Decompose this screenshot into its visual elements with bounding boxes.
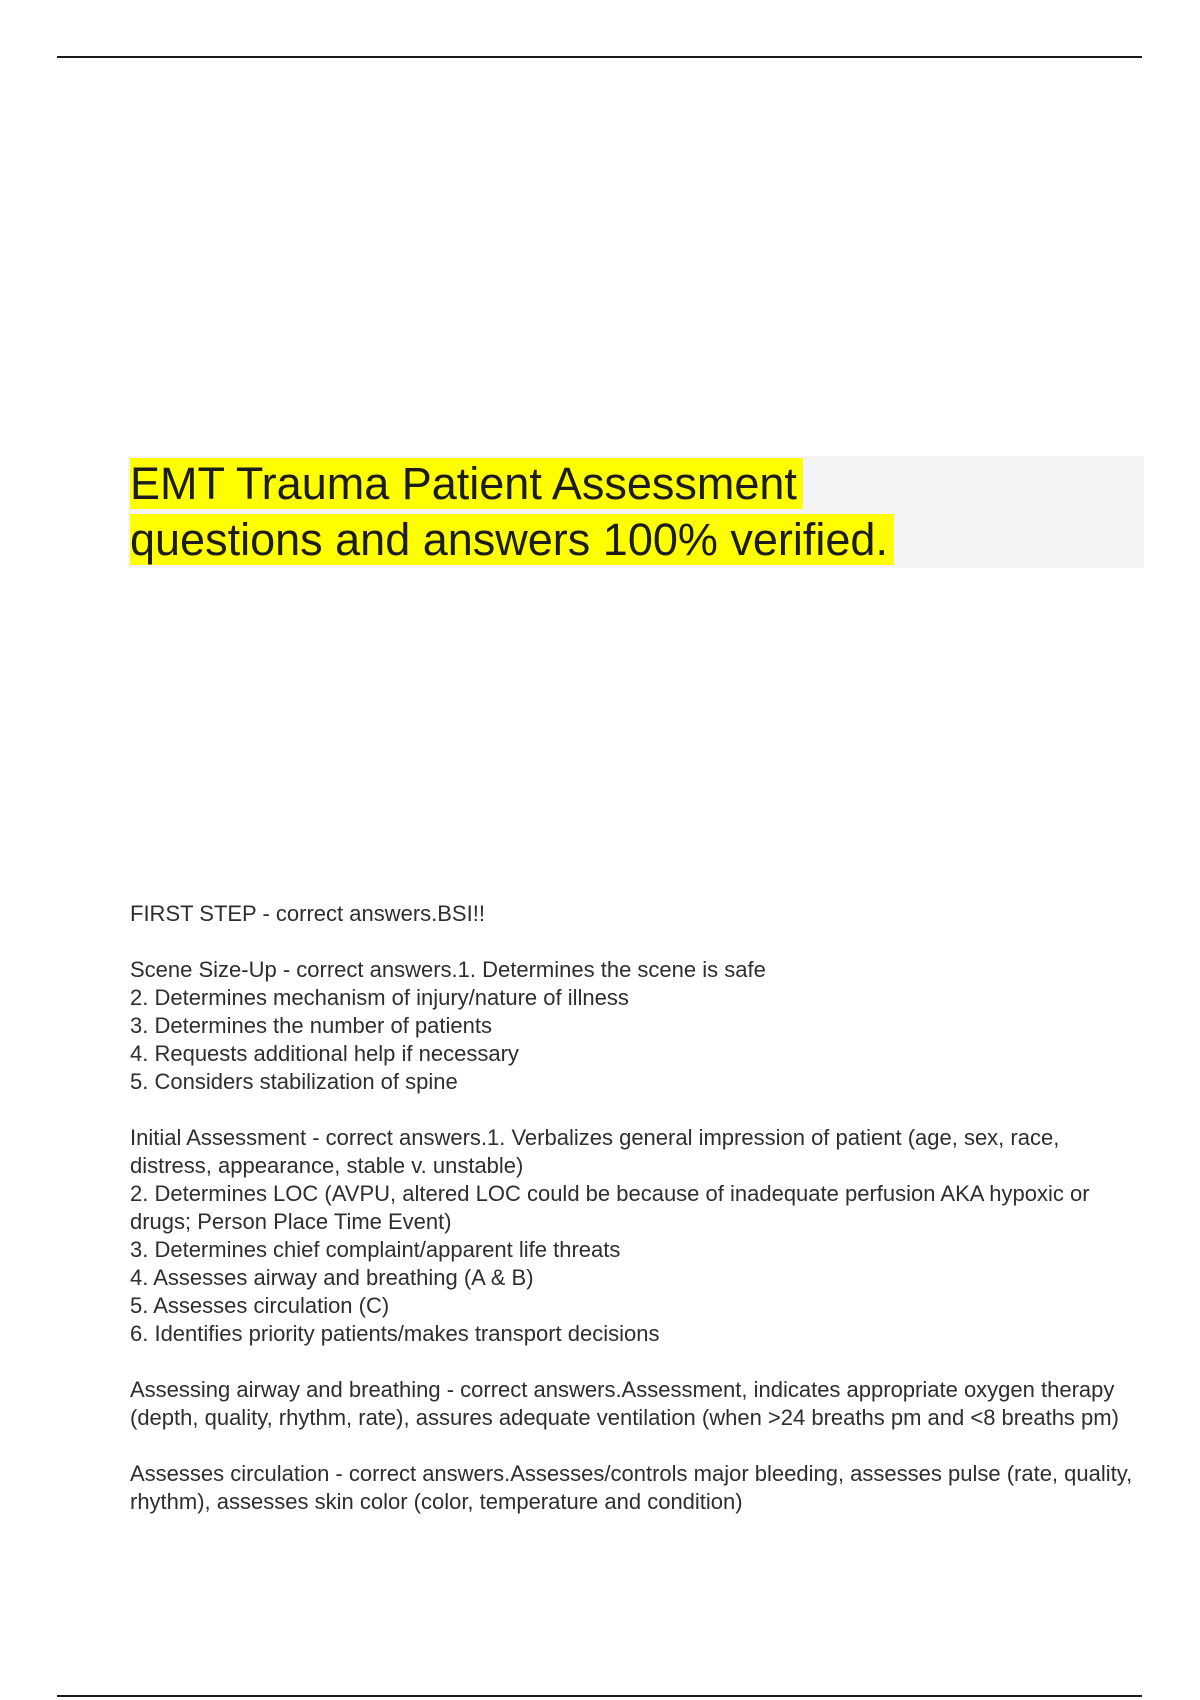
document-title (130, 456, 1000, 568)
entry-line: 2. Determines mechanism of injury/nature of illness (130, 985, 629, 1010)
top-rule (57, 56, 1142, 58)
entry-line: 5. Considers stabilization of spine (130, 1069, 458, 1094)
qa-entry-scene-size-up (130, 956, 1140, 1096)
entry-line: 4. Assesses airway and breathing (A & B) (130, 1265, 534, 1290)
entry-line: 2. Determines LOC (AVPU, altered LOC could be because of inadequate perfusion AKA hypoxic or drugs; Person Place Time Event) (130, 1181, 1090, 1234)
entry-line: 6. Identifies priority patients/makes transport decisions (130, 1321, 660, 1346)
entry-line: Scene Size-Up - correct answers.1. Determines the scene is safe (130, 957, 766, 982)
entry-line: Assesses circulation - correct answers.Assesses/controls major bleeding, assesses pulse (rate, quality, rhythm), assesses skin color (color, temperature and condition) (130, 1461, 1133, 1514)
qa-entry-initial-assessment (130, 1124, 1140, 1348)
entry-line: Initial Assessment - correct answers.1. Verbalizes general impression of patient (age, sex, race, distress, appearance, stable v. unstable) (130, 1125, 1060, 1178)
title-line-2: questions and answers 100% verified. (130, 514, 894, 565)
entry-line: FIRST STEP - correct answers.BSI!! (130, 901, 485, 926)
qa-entry-airway-breathing (130, 1376, 1140, 1432)
entry-line: 3. Determines the number of patients (130, 1013, 492, 1038)
bottom-rule (57, 1695, 1142, 1697)
entry-line: 3. Determines chief complaint/apparent life threats (130, 1237, 621, 1262)
entry-line: Assessing airway and breathing - correct answers.Assessment, indicates appropriate oxygen therapy (depth, quality, rhythm, rate), assures adequate ventilation (when >24 breaths pm and <8 breaths pm) (130, 1377, 1119, 1430)
qa-entry-first-step (130, 900, 1140, 928)
entry-line: 5. Assesses circulation (C) (130, 1293, 390, 1318)
qa-content (130, 900, 1140, 1544)
qa-entry-circulation (130, 1460, 1140, 1516)
entry-line: 4. Requests additional help if necessary (130, 1041, 519, 1066)
title-line-1: EMT Trauma Patient Assessment (130, 458, 803, 509)
